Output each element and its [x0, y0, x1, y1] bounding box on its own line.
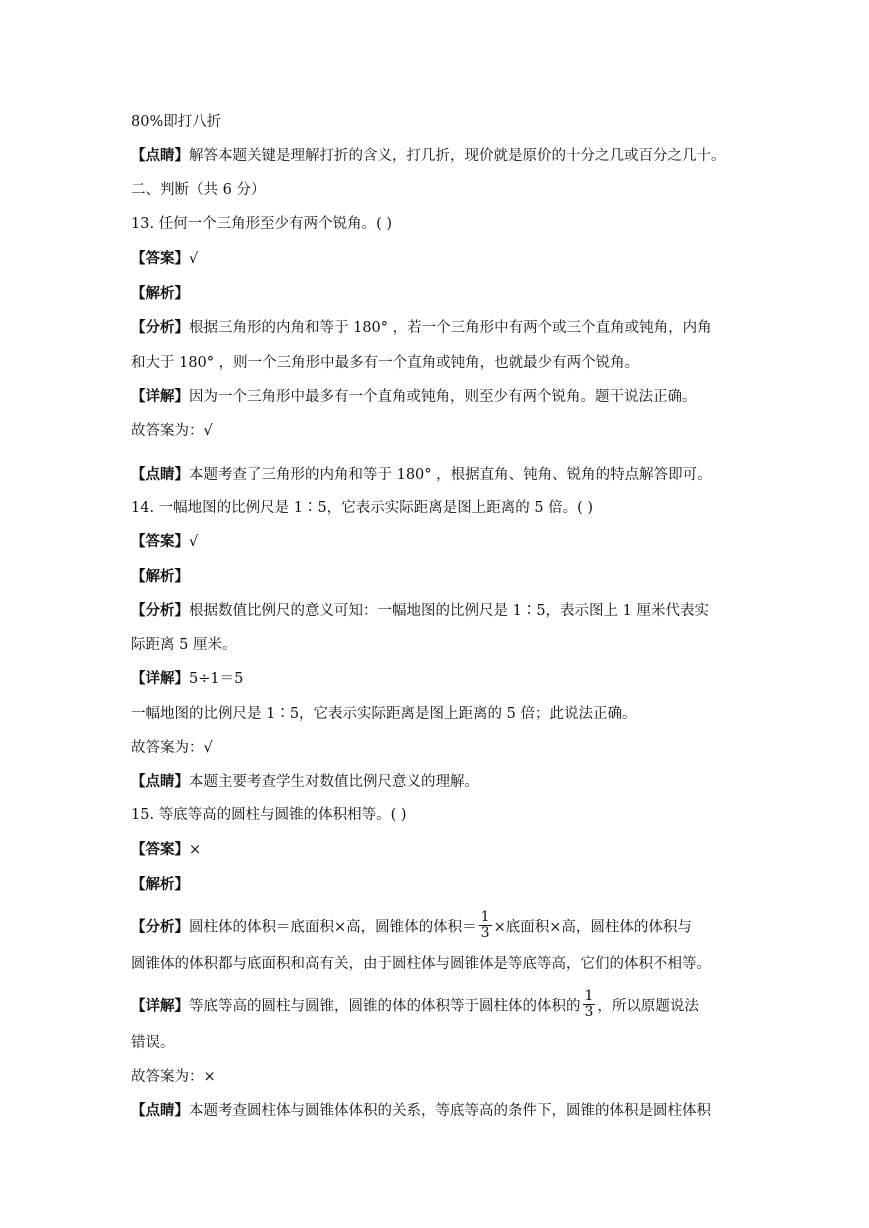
question-13: [131, 214, 392, 234]
answer-line: [131, 532, 198, 552]
line-text: 本题考查了三角形的内角和等于 180° ，根据直角、钝角、锐角的特点解答即可。: [189, 467, 712, 483]
analysis-line: [131, 318, 712, 338]
line-text: 5÷1＝5: [189, 671, 244, 687]
line-text: 错误。: [131, 1035, 175, 1051]
tip-tag: 【点睛】: [131, 1103, 189, 1119]
tip-line: [131, 146, 726, 166]
explanation-tag: 【解析】: [131, 569, 189, 585]
line-text: 圆锥体的体积都与底面积和高有关，由于圆柱体与圆锥体是等底等高，它们的体积不相等。: [131, 956, 711, 972]
text-line: [131, 1067, 216, 1087]
text-line: [131, 635, 236, 655]
tip-line: [131, 1101, 711, 1121]
line-text: ，所以原题说法: [597, 998, 699, 1015]
line-text: 一幅地图的比例尺是 1∶5，它表示实际距离是图上距离的 5 倍；此说法正确。: [131, 706, 637, 722]
line-text: 15. 等底等高的圆柱与圆锥的体积相等。( ): [131, 807, 407, 823]
answer-line: [131, 840, 201, 860]
line-text: 本题主要考查学生对数值比例尺意义的理解。: [189, 774, 479, 790]
detail-tag: 【详解】: [131, 389, 189, 405]
analysis-tag: 【分析】: [131, 603, 189, 619]
analysis-line: [131, 601, 709, 621]
analysis-line: [131, 909, 692, 943]
section-heading: [131, 180, 265, 200]
explanation-tag: 【解析】: [131, 286, 189, 302]
line-text: √: [189, 534, 199, 550]
question-15: [131, 805, 407, 825]
text-line: [131, 738, 213, 758]
line-text: 80%即打八折: [131, 114, 222, 130]
line-text: 等底等高的圆柱与圆锥，圆锥的体的体积等于圆柱体的体积的: [189, 998, 581, 1015]
answer-tag: 【答案】: [131, 534, 189, 550]
analysis-tag: 【分析】: [131, 320, 189, 336]
fraction-one-third: [583, 989, 596, 1020]
line-text: ×: [189, 842, 202, 858]
line-text: √: [189, 251, 199, 267]
line-text: 14. 一幅地图的比例尺是 1∶5，它表示实际距离是图上距离的 5 倍。( ): [131, 500, 594, 516]
text-line: [131, 112, 221, 132]
question-14: [131, 498, 593, 518]
line-text: 根据数值比例尺的意义可知：一幅地图的比例尺是 1∶5，表示图上 1 厘米代表实: [189, 603, 710, 619]
line-text: 解答本题关键是理解打折的含义，打几折，现价就是原价的十分之几或百分之几十。: [189, 148, 726, 164]
text-line: [131, 704, 637, 724]
detail-line: [131, 988, 699, 1022]
line-text: 因为一个三角形中最多有一个直角或钝角，则至少有两个锐角。题干说法正确。: [189, 389, 697, 405]
text-line: [131, 353, 639, 373]
text-line: [131, 954, 711, 974]
line-text: 二、判断（共 6 分）: [131, 182, 266, 198]
tip-tag: 【点睛】: [131, 148, 189, 164]
explanation-tag: 【解析】: [131, 877, 189, 893]
tip-tag: 【点睛】: [131, 774, 189, 790]
line-text: 故答案为：√: [131, 423, 213, 439]
line-text: 和大于 180° ，则一个三角形中最多有一个直角或钝角，也就最少有两个锐角。: [131, 355, 640, 371]
fraction-denominator: 3: [584, 1004, 594, 1020]
detail-tag: 【详解】: [131, 998, 189, 1015]
line-text: 故答案为：√: [131, 740, 213, 756]
fraction-one-third: [479, 910, 492, 941]
analysis-tag: 【分析】: [131, 919, 189, 936]
detail-line: [131, 387, 697, 407]
line-text: 圆柱体的体积＝底面积×高，圆锥体的体积＝: [189, 919, 477, 936]
detail-line: [131, 669, 243, 689]
fraction-numerator: 1: [584, 988, 594, 1004]
line-text: 根据三角形的内角和等于 180° ，若一个三角形中有两个或三个直角或钝角，内角: [189, 320, 712, 336]
text-line: [131, 421, 213, 441]
explanation-line: [131, 567, 189, 587]
explanation-line: [131, 875, 189, 895]
explanation-line: [131, 284, 189, 304]
tip-line: [131, 772, 479, 792]
answer-tag: 【答案】: [131, 251, 189, 267]
fraction-numerator: 1: [480, 909, 490, 925]
answer-tag: 【答案】: [131, 842, 189, 858]
text-line: [131, 1033, 175, 1053]
tip-tag: 【点睛】: [131, 467, 189, 483]
line-text: 际距离 5 厘米。: [131, 637, 237, 653]
line-text: 故答案为：×: [131, 1069, 216, 1085]
detail-tag: 【详解】: [131, 671, 189, 687]
tip-line: [131, 465, 712, 485]
line-text: ×底面积×高，圆柱体的体积与: [493, 919, 692, 936]
fraction-denominator: 3: [480, 925, 490, 941]
line-text: 本题考查圆柱体与圆锥体体积的关系，等底等高的条件下，圆锥的体积是圆柱体积: [189, 1103, 711, 1119]
line-text: 13. 任何一个三角形至少有两个锐角。( ): [131, 216, 393, 232]
answer-line: [131, 249, 198, 269]
